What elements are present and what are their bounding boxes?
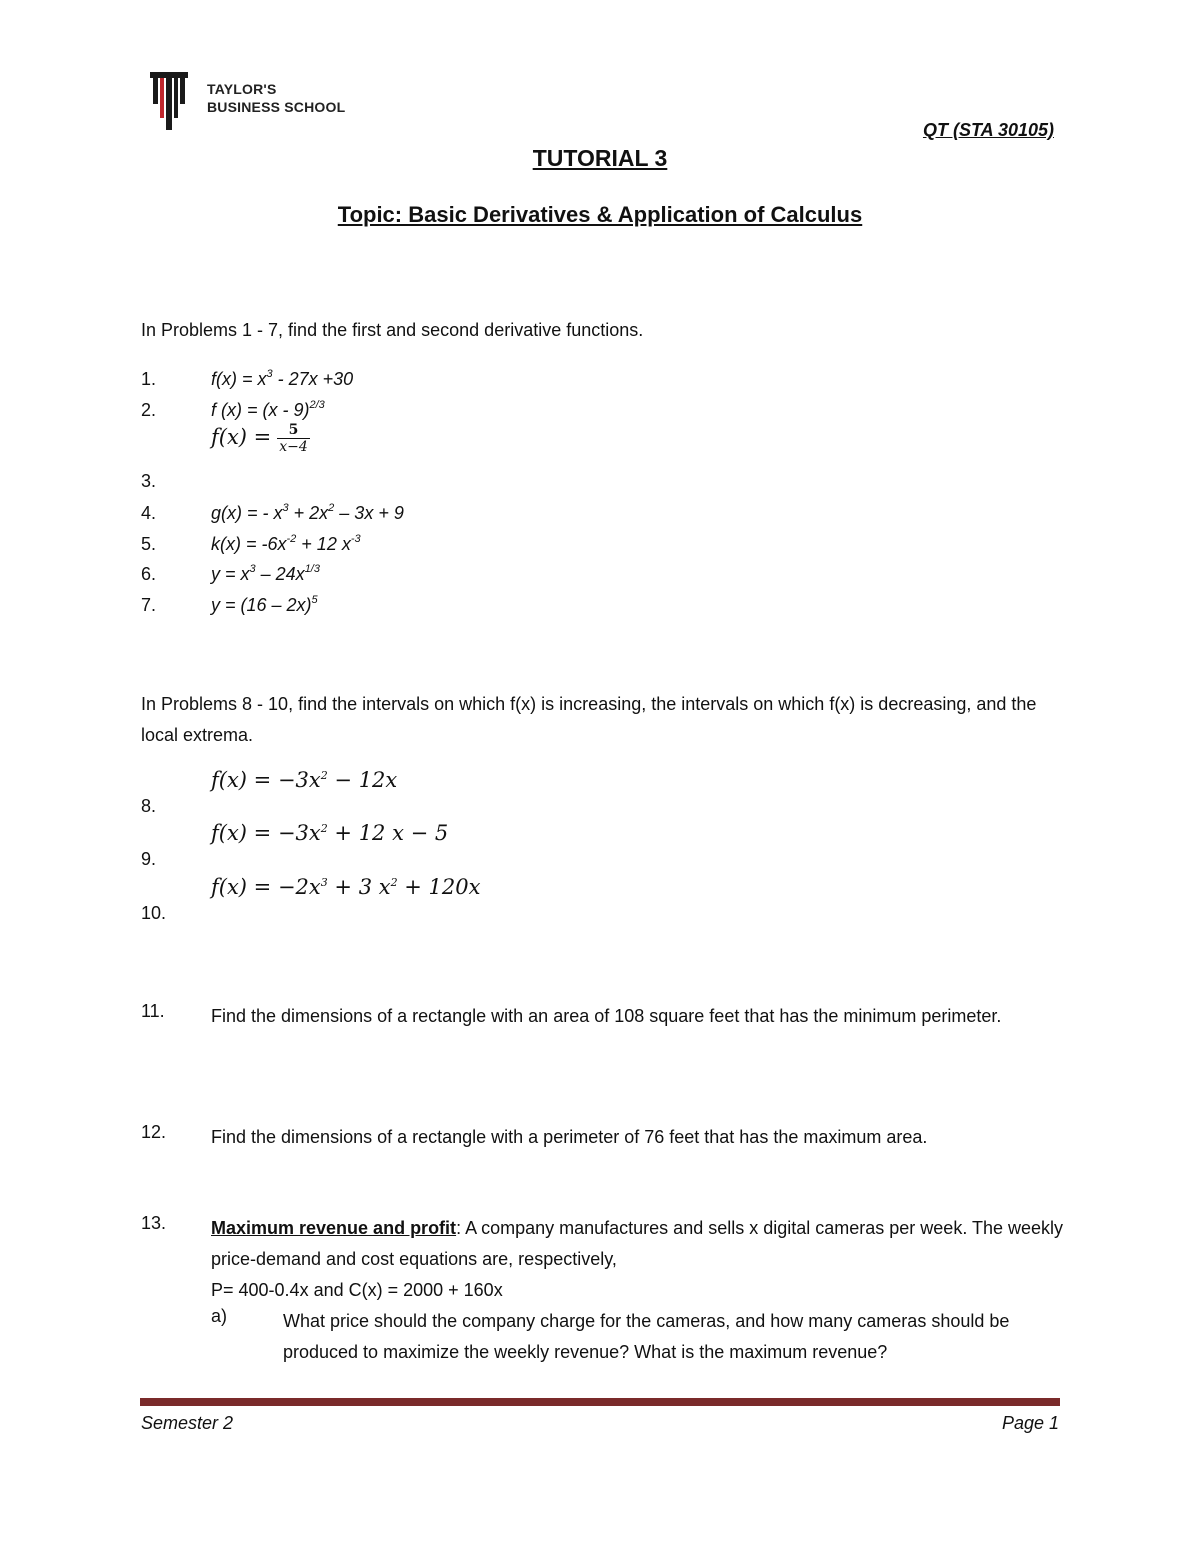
footer-divider (140, 1398, 1060, 1406)
problem-2-expression: f (x) = (x - 9)$^{2/3}$ (211, 399, 325, 420)
problem-7-expression: y = (16 – 2x)$^5$ (211, 594, 318, 615)
logo-text: TAYLOR'S BUSINESS SCHOOL (207, 81, 346, 115)
problem-number: 13. (141, 1213, 167, 1233)
problem-6-expression: $y = x^3 - 24x^{1/3}$ (211, 563, 320, 584)
problem-number: 4. (141, 503, 157, 523)
problem-number: 3. (141, 471, 157, 491)
problem-3-expression: f(x) = $\frac{5}{x-4}$ (211, 422, 308, 455)
taylors-logo-icon (150, 72, 188, 130)
problem-number: 7. (141, 595, 157, 615)
subquestion-label: a) (211, 1306, 228, 1326)
problem-11-text: Find the dimensions of a rectangle with an area of 108 square feet that has the minimum perimeter. (211, 1006, 1002, 1026)
problem-number: 8. (141, 796, 157, 816)
section1-intro: In Problems 1 - 7, find the first and second derivative functions. (141, 320, 644, 340)
problem-number: 5. (141, 534, 157, 554)
problem-10-expression: $f(x) = -2x^3 + 3$ $x^2 + 120x$ (211, 875, 481, 899)
problem-number: 12. (141, 1122, 167, 1142)
problem-13-text: Maximum revenue and profit: A company manufactures and sells x digital cameras per week. The weekly price-demand and cost equations are, respectively, (211, 1218, 1064, 1269)
footer-page-number: Page 1 (1001, 1413, 1059, 1433)
problem-8-expression: $f(x) = -3x^2 - 12x$ (211, 768, 398, 792)
problem-1-expression: $f(x) = x^3 - 27x +30$ (211, 368, 354, 389)
topic-heading: Topic: Basic Derivatives & Application of Calculus (337, 202, 863, 227)
footer-semester: Semester 2 (141, 1413, 234, 1433)
problem-9-expression: $f(x) = -3x^2 + 12$ x − 5 (211, 821, 449, 845)
problem-4-expression: g(x) = - $x^3 + 2x^2 - 3x + 9$ (211, 502, 404, 523)
problem-12-text: Find the dimensions of a rectangle with a perimeter of 76 feet that has the maximum area. (211, 1127, 928, 1147)
problem-5-expression: $k(x) = -6x^{-2} + 12$ $x^{-3}$ (211, 533, 361, 554)
problem-number: 2. (141, 400, 157, 420)
problem-13-heading: Maximum revenue and profit (211, 1218, 457, 1238)
subquestion-a-text: What price should the company charge for the cameras, and how many cameras should be produced to maximize the weekly revenue? What is the maximum revenue? (283, 1311, 1010, 1362)
problem-number: 9. (141, 849, 157, 869)
problem-number: 1. (141, 369, 157, 389)
course-code: QT (STA 30105) (922, 120, 1054, 140)
problem-number: 10. (141, 903, 167, 923)
section2-intro: In Problems 8 - 10, find the intervals on which f(x) is increasing, the intervals on which f(x) is decreasing, and the local extrema. (141, 694, 1037, 745)
page-title: TUTORIAL 3 (532, 145, 668, 171)
problem-number: 11. (141, 1001, 165, 1021)
problem-number: 6. (141, 564, 157, 584)
problem-13-equation: P= 400-0.4x and C(x) = 2000 + 160x (211, 1280, 503, 1300)
